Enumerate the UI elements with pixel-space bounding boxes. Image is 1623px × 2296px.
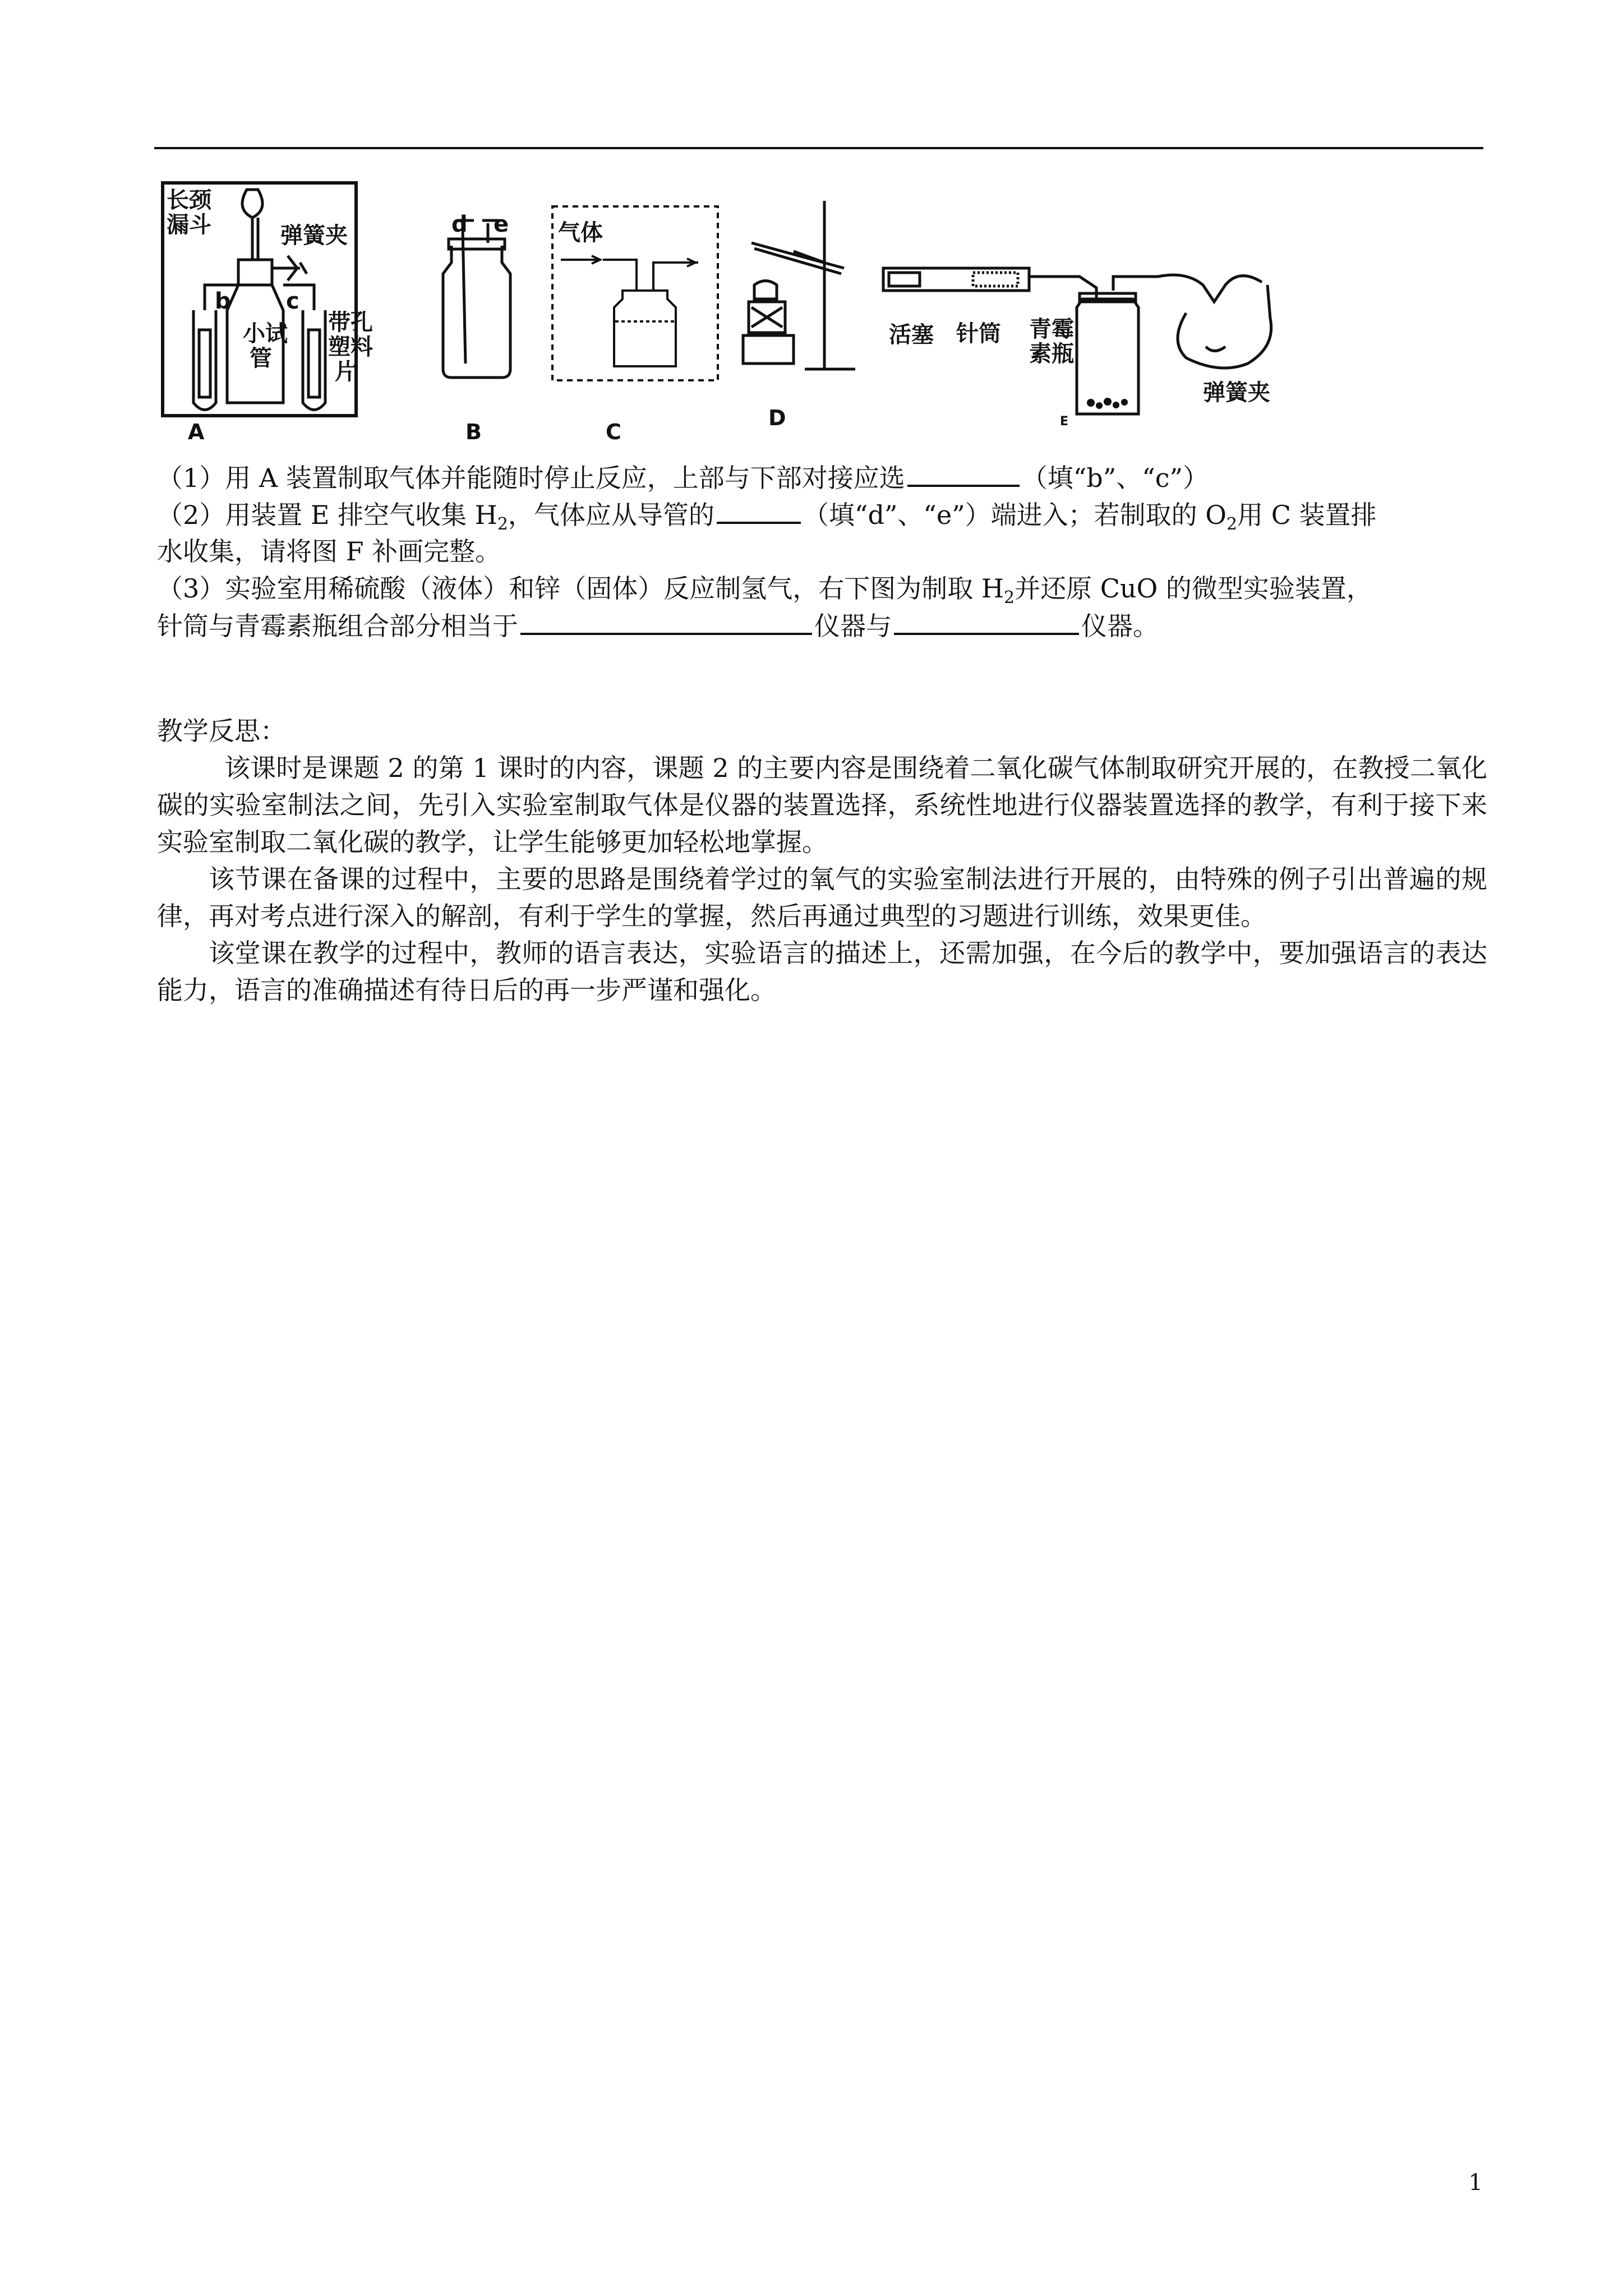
vial-label-1: 青霉: [1029, 316, 1074, 342]
question-1: （1）用 A 装置制取气体并能随时停止反应，上部与下部对接应选 （填“b”、“c”）: [157, 459, 1487, 496]
vial-granules: [1087, 398, 1128, 409]
apparatus-figure: [160, 178, 1326, 448]
reflection-paragraph-1: 该课时是课题 2 的第 1 课时的内容，课题 2 的主要内容是围绕着二氧化碳气体制取研究开展的，在教授二氧化碳的实验室制法之间，先引入实验室制取气体是仪器的装置选择，系统性地进行仪器装置选择的教学，有利于接下来实验室制取二氧化碳的教学，让学生能够更加轻松地掌握。: [157, 753, 1487, 857]
gas-label: 气体: [558, 220, 603, 246]
caption-d: D: [768, 406, 786, 430]
funnel-label-2: 漏斗: [167, 212, 211, 238]
page-number: 1: [1468, 2170, 1483, 2196]
port-e-label: e: [494, 211, 509, 237]
piston-label: 活塞: [889, 322, 934, 348]
caption-b: B: [465, 420, 482, 444]
reflection-paragraph-3: 该堂课在教学的过程中，教师的语言表达，实验语言的描述上，还需加强，在今后的教学中，要加强语言的表达能力，语言的准确描述有待日后的再一步严谨和强化。: [157, 938, 1487, 1005]
reflection-paragraph-2: 该节课在备课的过程中，主要的思路是围绕着学过的氧气的实验室制法进行开展的，由特殊的例子引出普遍的规律，再对考点进行深入的解剖，有利于学生的掌握，然后再通过典型的习题进行训练，效果更佳。: [157, 864, 1487, 931]
caption-a: A: [188, 420, 205, 444]
port-c-label: c: [286, 288, 299, 314]
header-rule: [154, 147, 1483, 149]
question-3-cont: 针筒与青霉素瓶组合部分相当于 仪器与 仪器。: [157, 607, 1487, 644]
clip-label-e: 弹簧夹: [1203, 380, 1270, 406]
caption-c: C: [606, 420, 621, 444]
port-d-label: d: [451, 211, 468, 237]
tube-label-2: 管: [250, 346, 272, 371]
question-2: （2）用装置 E 排空气收集 $H_2$，气体应从导管的 （填“d”、“e”）端进入；若制取的 $O_2$用 C 装置排: [157, 496, 1487, 533]
answer-blank-3[interactable]: [520, 607, 812, 635]
vial-label-2: 素瓶: [1029, 341, 1074, 367]
question-2-cont: 水收集，请将图 F 补画完整。: [157, 536, 501, 567]
funnel-label-1: 长颈: [167, 187, 211, 213]
spring-clip-icon: [272, 256, 307, 280]
plate-label-3: 片: [335, 359, 357, 385]
questions: [157, 459, 1487, 644]
answer-blank-2[interactable]: [717, 496, 801, 524]
syringe-label: 针筒: [956, 321, 1001, 347]
question-3: （3）实验室用稀硫酸（液体）和锌（固体）反应制氢气，右下图为制取 $H_2$并还原 CuO 的微型实验装置，: [157, 573, 1372, 608]
reflection-heading: 教学反思：: [157, 716, 286, 746]
clip-label-a: 弹簧夹: [280, 223, 348, 249]
plate-label-1: 带孔: [328, 310, 373, 335]
answer-blank-4[interactable]: [894, 607, 1079, 635]
test-tube-left: [193, 310, 216, 410]
answer-blank-1[interactable]: [907, 459, 1020, 487]
teaching-reflection: [157, 712, 1487, 1009]
plate-label-2: 塑料: [328, 334, 373, 360]
funnel-icon: [242, 190, 262, 218]
tube-label-1: 小试: [243, 321, 288, 347]
caption-e: E: [1060, 415, 1069, 429]
test-tube-right: [303, 310, 325, 410]
port-b-label: b: [215, 288, 231, 314]
apparatus-d: [743, 201, 855, 369]
apparatus-b: [443, 220, 510, 378]
